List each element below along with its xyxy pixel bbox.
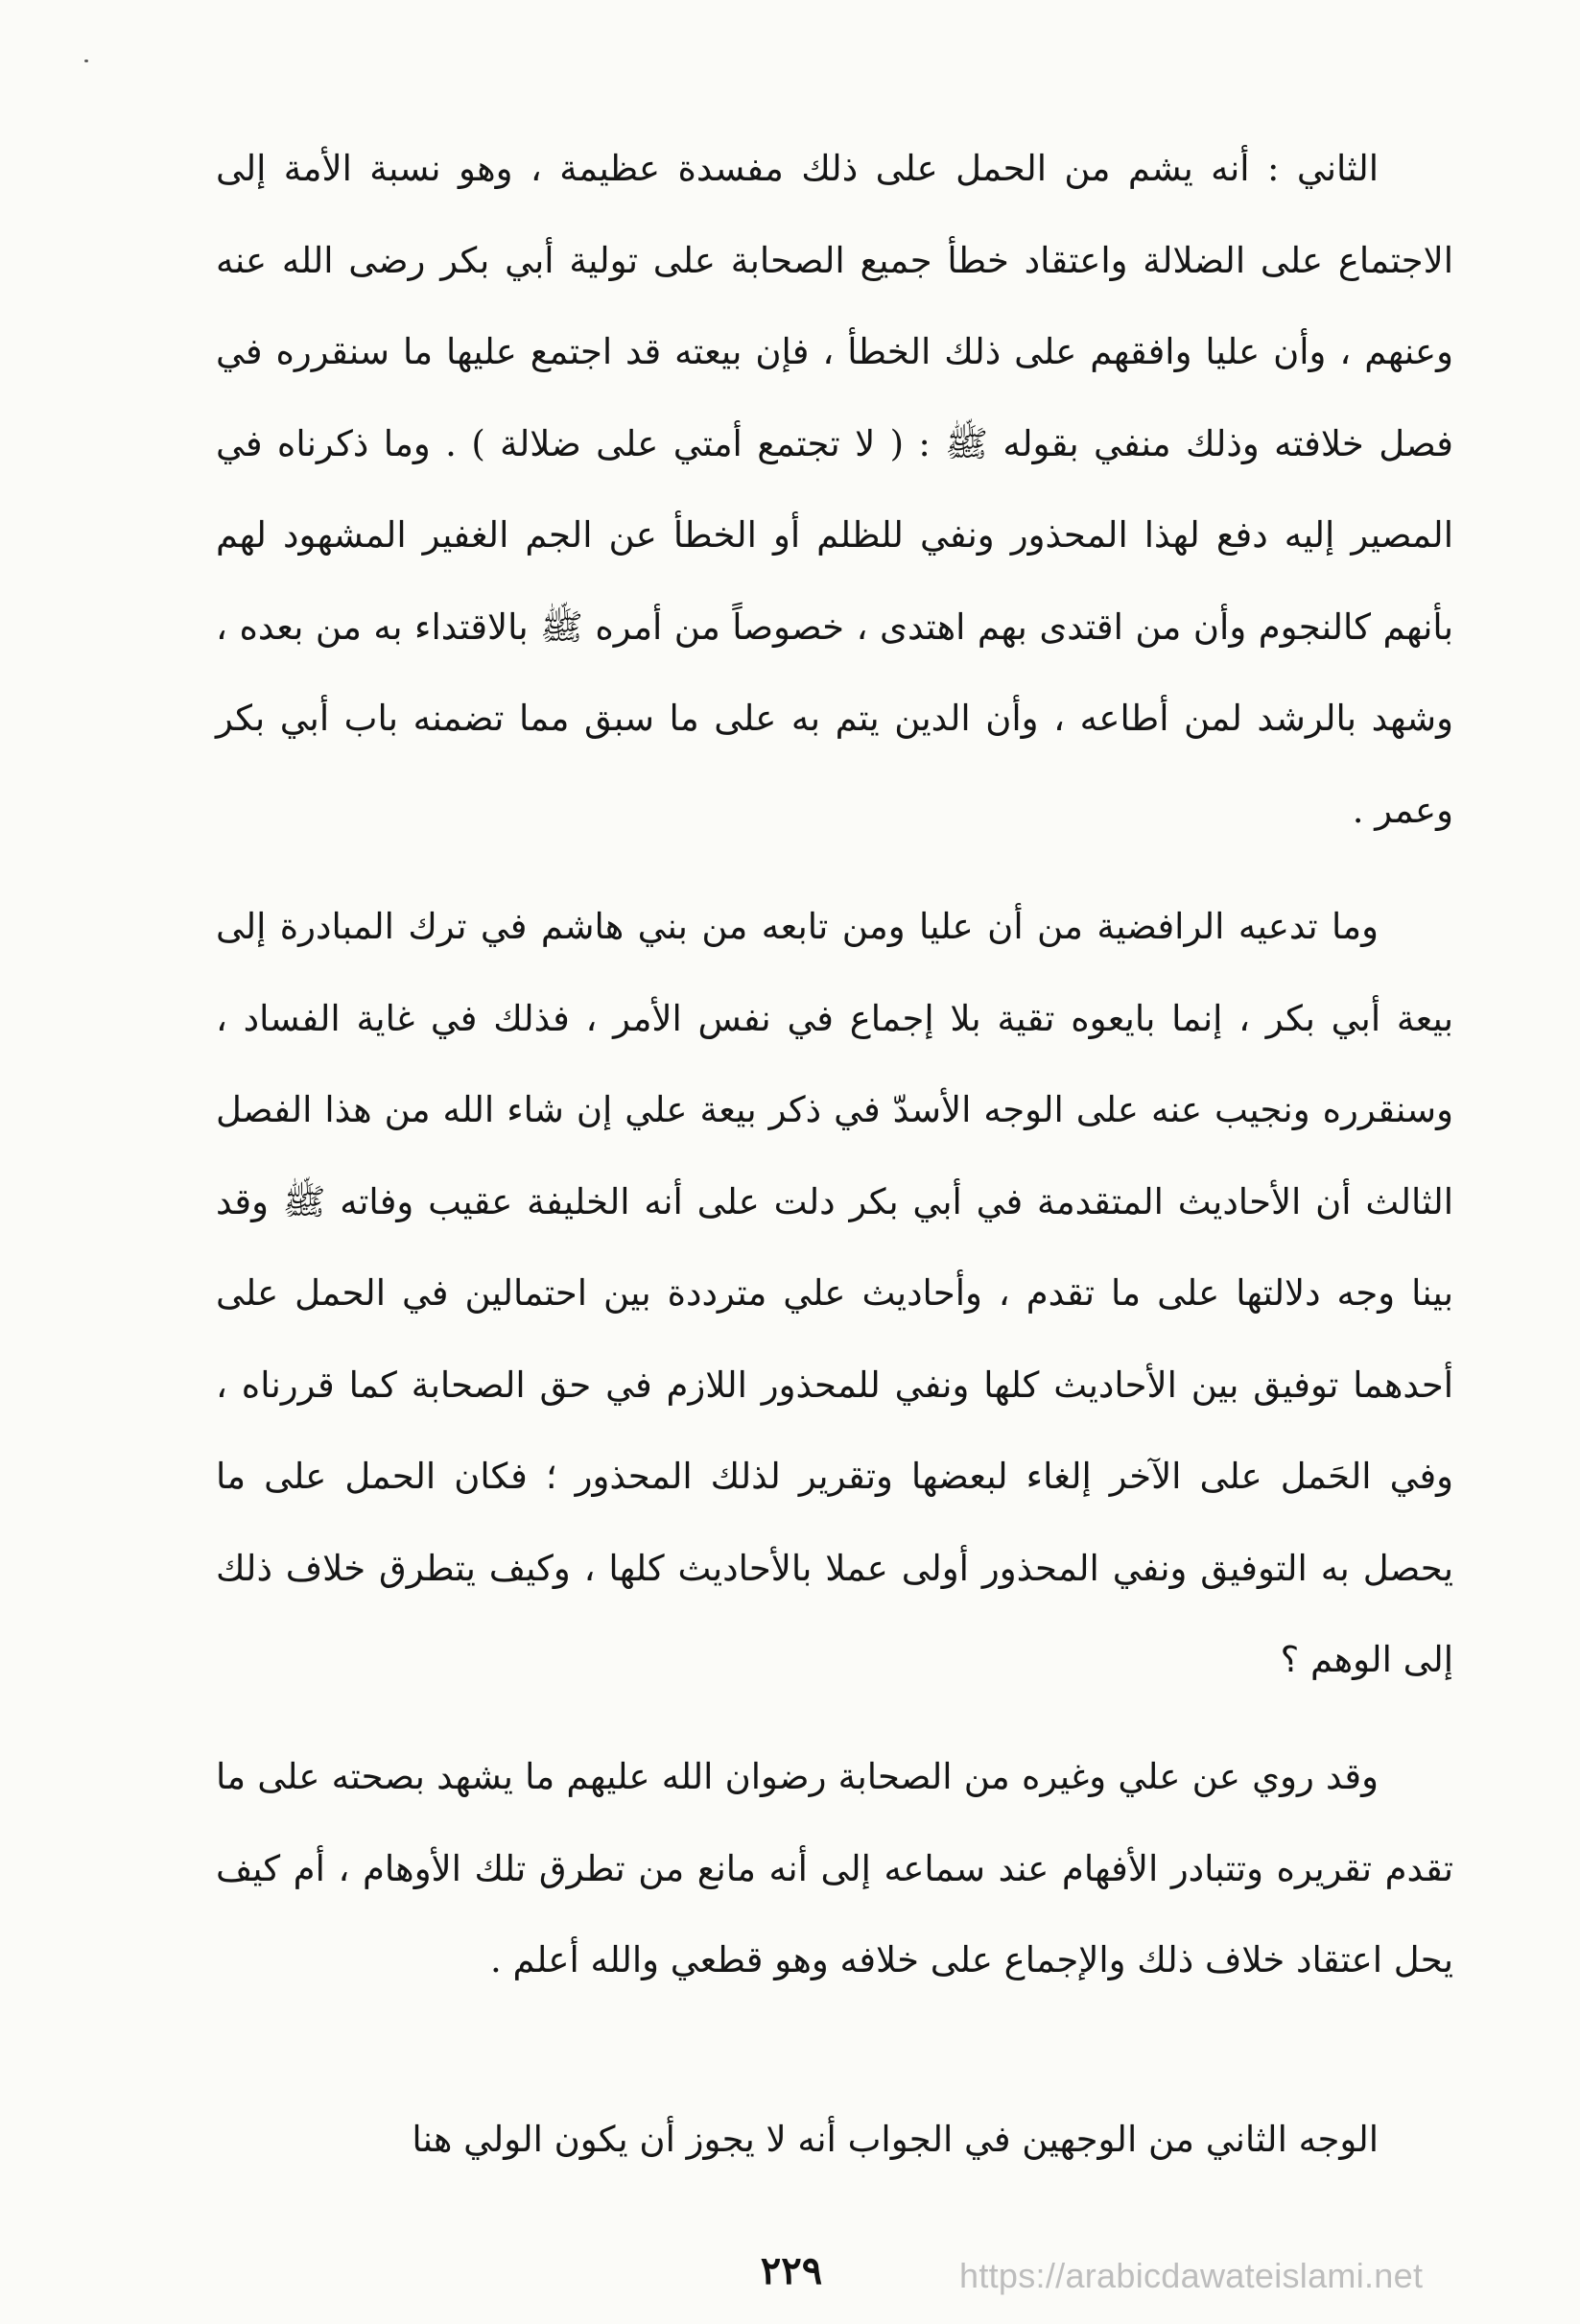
paragraph-text: وقد روي عن علي وغيره من الصحابة رضوان الله عليهم ما يشهد بصحته على ما تقدم تقريره وتتبادر الأفهام عند سماعه إلى أنه مانع من تطرق تلك الأوهام ، أم كيف يحل اعتقاد خلاف ذلك والإجماع على خلافه وهو قطعي والله أعلم . [216,1756,1453,1980]
paragraph-1 [216,123,1453,856]
paragraph-3 [216,1731,1453,2006]
paragraph-text: الثاني : أنه يشم من الحمل على ذلك مفسدة عظيمة ، وهو نسبة الأمة إلى الاجتماع على الضلالة واعتقاد خطأ جميع الصحابة على تولية أبي بكر رضى الله عنه وعنهم ، وأن عليا وافقهم على ذلك الخطأ ، فإن بيعته قد اجتمع عليها ما سنقرره في فصل خلافته وذلك منفي بقوله ﷺ : ( لا تجتمع أمتي على ضلالة ) . وما ذكرناه في المصير إليه دفع لهذا المحذور ونفي للظلم أو الخطأ عن الجم الغفير المشهود لهم بأنهم كالنجوم وأن من اقتدى بهم اهتدى ، خصوصاً من أمره ﷺ بالاقتداء به من بعده ، وشهد بالرشد لمن أطاعه ، وأن الدين يتم به على ما سبق مما تضمنه باب أبي بكر وعمر . [216,148,1453,831]
paragraph-text: وما تدعيه الرافضية من أن عليا ومن تابعه من بني هاشم في ترك المبادرة إلى بيعة أبي بكر ، إنما بايعوه تقية بلا إجماع في نفس الأمر ، فذلك في غاية الفساد ، وسنقرره ونجيب عنه على الوجه الأسدّ في ذكر بيعة علي إن شاء الله من هذا الفصل الثالث أن الأحاديث المتقدمة في أبي بكر دلت على أنه الخليفة عقيب وفاته ﷺ وقد بينا وجه دلالتها على ما تقدم ، وأحاديث علي مترددة بين احتمالين في الحمل على أحدهما توفيق بين الأحاديث كلها ونفي للمحذور اللازم في حق الصحابة كما قررناه ، وفي الحَمل على الآخر إلغاء لبعضها وتقرير لذلك المحذور ؛ فكان الحمل على ما يحصل به التوفيق ونفي المحذور أولى عملا بالأحاديث كلها ، وكيف يتطرق خلاف ذلك إلى الوهم ؟ [216,906,1453,1680]
paragraph-text: الوجه الثاني من الوجهين في الجواب أنه لا يجوز أن يكون الولي هنا [412,2119,1379,2160]
scan-speck [84,59,88,62]
watermark-url: https://arabicdawateislami.net [959,2256,1424,2295]
page-number: ٢٢٩ [760,2248,823,2293]
paragraph-2 [216,881,1453,1706]
paragraph-4 [216,2094,1453,2186]
